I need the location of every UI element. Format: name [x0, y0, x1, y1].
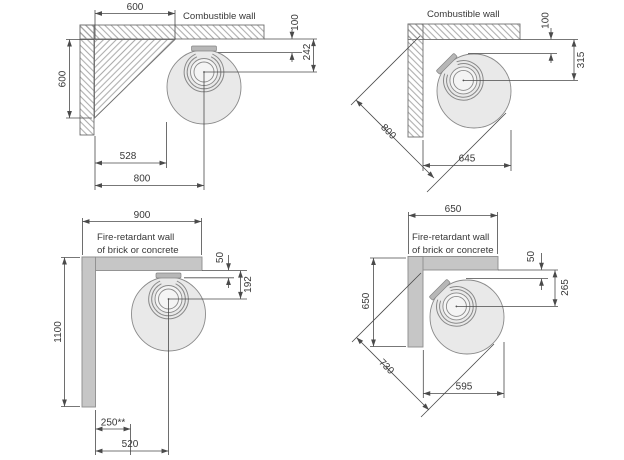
dim-315-label: 315 [576, 51, 587, 69]
dim-192-label: 192 [243, 276, 254, 293]
dim-242-label: 242 [302, 43, 313, 61]
dim-645-label: 645 [458, 153, 476, 165]
dim-520-label: 520 [121, 439, 139, 450]
dim-top-600-label: 600 [126, 2, 144, 13]
dim-650-left [370, 258, 406, 347]
dim-250-note-label: 250** [100, 417, 126, 429]
combustible-wall-left [80, 25, 94, 135]
dim-50-label: 50 [215, 251, 226, 264]
diagram-fire-retardant-parallel [53, 210, 254, 455]
stove-top-view [412, 262, 519, 369]
wall-type-label-line1: Fire-retardant wall [412, 232, 490, 243]
dim-650-top-label: 650 [444, 204, 462, 215]
dim-265-label: 265 [560, 279, 571, 296]
dim-650-left-label: 650 [361, 292, 372, 310]
dim-left-600-label: 600 [57, 70, 69, 88]
diagram-combustible-parallel [58, 2, 318, 190]
combustible-wall-top [80, 25, 264, 39]
stove-top-view [419, 36, 526, 143]
diagram-combustible-corner [351, 9, 587, 192]
dim-800-diagonal-label: 800 [378, 122, 398, 142]
wall-type-label: Combustible wall [183, 11, 256, 22]
fire-retardant-wall-top [82, 257, 202, 271]
dim-645 [423, 130, 511, 171]
protected-corner-triangle [95, 40, 176, 119]
dim-100-label: 100 [540, 12, 552, 29]
dim-528-label: 528 [119, 151, 137, 162]
fire-retardant-wall-left [408, 257, 423, 348]
wall-type-label-line2: of brick or concrete [412, 245, 494, 256]
wall-type-label: Combustible wall [427, 9, 500, 20]
dim-595-label: 595 [455, 381, 473, 393]
dim-1100-label: 1100 [53, 321, 64, 343]
dim-800-label: 800 [133, 173, 151, 185]
wall-type-label-line1: Fire-retardant wall [97, 232, 175, 243]
combustible-wall-top [408, 24, 520, 40]
fire-retardant-wall-left [82, 257, 96, 407]
dim-100-label: 100 [289, 14, 301, 31]
dim-730-diagonal-label: 730 [376, 357, 396, 377]
wall-type-label-line2: of brick or concrete [97, 245, 179, 256]
dim-50-label: 50 [526, 250, 537, 263]
dim-900-label: 900 [133, 210, 151, 221]
diagram-fire-retardant-corner [352, 204, 571, 417]
